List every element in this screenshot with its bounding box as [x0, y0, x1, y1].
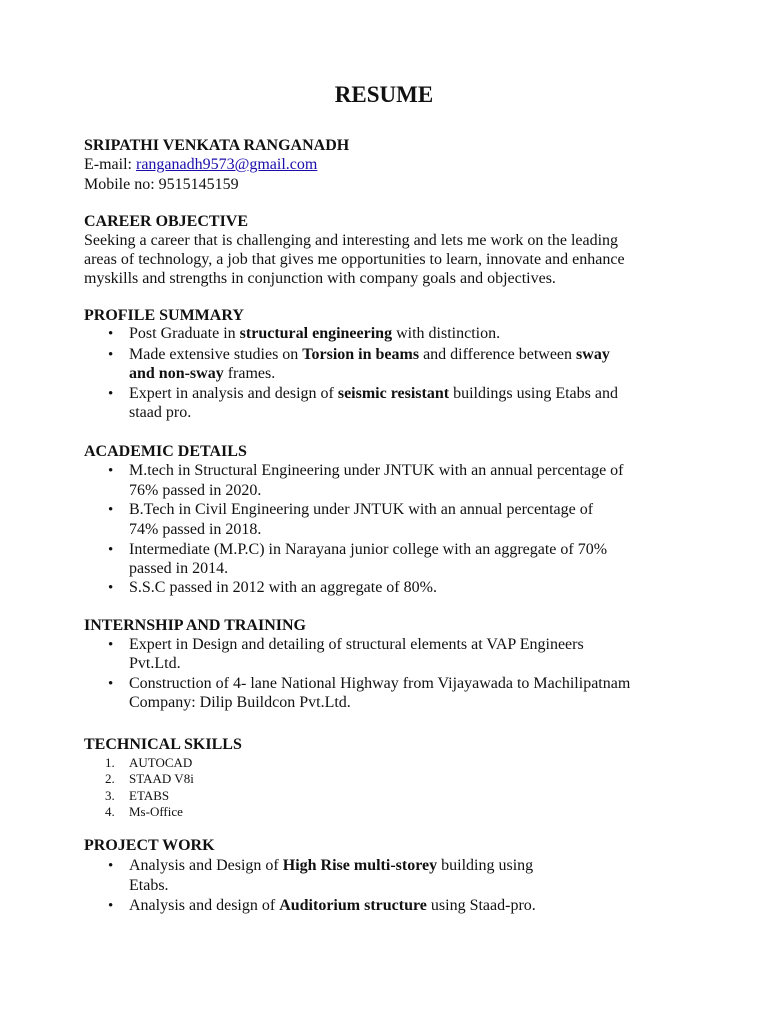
- list-item-continuation: Pvt.Ltd.: [129, 655, 181, 672]
- list-item: • Made extensive studies on Torsion in beams and difference between sway: [108, 346, 610, 363]
- bullet-icon: •: [108, 463, 114, 479]
- bullet-icon: •: [108, 637, 114, 653]
- list-item: • Expert in Design and detailing of structural elements at VAP Engineers: [108, 636, 584, 653]
- list-item: • S.S.C passed in 2012 with an aggregate of 80%.: [108, 579, 437, 596]
- bullet-icon: •: [108, 676, 114, 692]
- bullet-icon: •: [108, 326, 114, 342]
- list-item-continuation: passed in 2014.: [129, 560, 229, 577]
- academic-details-heading: ACADEMIC DETAILS: [84, 443, 247, 460]
- bullet-icon: •: [108, 580, 114, 596]
- list-number: 3.: [105, 788, 115, 803]
- profile-summary-heading: PROFILE SUMMARY: [84, 307, 244, 324]
- technical-skills-heading: TECHNICAL SKILLS: [84, 736, 242, 753]
- list-number: 4.: [105, 804, 115, 819]
- list-item: 3. ETABS: [105, 788, 170, 803]
- list-item: 2. STAAD V8i: [105, 771, 194, 786]
- list-item-continuation: 74% passed in 2018.: [129, 521, 262, 538]
- career-objective-line: areas of technology, a job that gives me opportunities to learn, innovate and enhance: [84, 251, 625, 268]
- list-item-continuation: Etabs.: [129, 877, 169, 894]
- email-line: [84, 155, 317, 175]
- bullet-icon: •: [108, 858, 114, 874]
- bullet-icon: •: [108, 542, 114, 558]
- project-work-heading: PROJECT WORK: [84, 837, 215, 854]
- list-item: 4. Ms-Office: [105, 804, 183, 819]
- list-number: 2.: [105, 771, 115, 786]
- list-item: • Analysis and design of Auditorium structure using Staad-pro.: [108, 897, 536, 914]
- bullet-icon: •: [108, 502, 114, 518]
- career-objective-line: Seeking a career that is challenging and interesting and lets me work on the leading: [84, 232, 619, 249]
- bullet-icon: •: [108, 898, 114, 914]
- list-item: • M.tech in Structural Engineering under JNTUK with an annual percentage of: [108, 462, 624, 479]
- list-item: • Analysis and Design of High Rise multi-storey building using: [108, 857, 534, 874]
- list-item: • Expert in analysis and design of seismic resistant buildings using Etabs and: [108, 385, 618, 402]
- list-item-continuation: 76% passed in 2020.: [129, 482, 262, 499]
- page-title: RESUME: [334, 82, 434, 107]
- list-item-continuation: staad pro.: [129, 404, 192, 421]
- email-label: E-mail:: [84, 156, 136, 173]
- email-link[interactable]: ranganadh9573@gmail.com: [135, 156, 318, 173]
- candidate-name: SRIPATHI VENKATA RANGANADH: [84, 137, 350, 154]
- career-objective-line: myskills and strengths in conjunction with company goals and objectives.: [84, 270, 556, 287]
- career-objective-heading: CAREER OBJECTIVE: [84, 213, 249, 230]
- list-item: • Construction of 4- lane National Highway from Vijayawada to Machilipatnam: [108, 675, 631, 692]
- list-item: • Post Graduate in structural engineering with distinction.: [108, 325, 501, 342]
- list-number: 1.: [105, 755, 115, 770]
- bullet-icon: •: [108, 347, 114, 363]
- internship-heading: INTERNSHIP AND TRAINING: [84, 617, 306, 634]
- list-item-continuation: Company: Dilip Buildcon Pvt.Ltd.: [129, 694, 351, 711]
- list-item-continuation: and non-sway frames.: [129, 365, 276, 382]
- bullet-icon: •: [108, 386, 114, 402]
- list-item: • B.Tech in Civil Engineering under JNTUK with an annual percentage of: [108, 501, 594, 518]
- list-item: • Intermediate (M.P.C) in Narayana junior college with an aggregate of 70%: [108, 541, 608, 558]
- list-item: 1. AUTOCAD: [105, 755, 193, 770]
- mobile-line: Mobile no: 9515145159: [84, 176, 239, 193]
